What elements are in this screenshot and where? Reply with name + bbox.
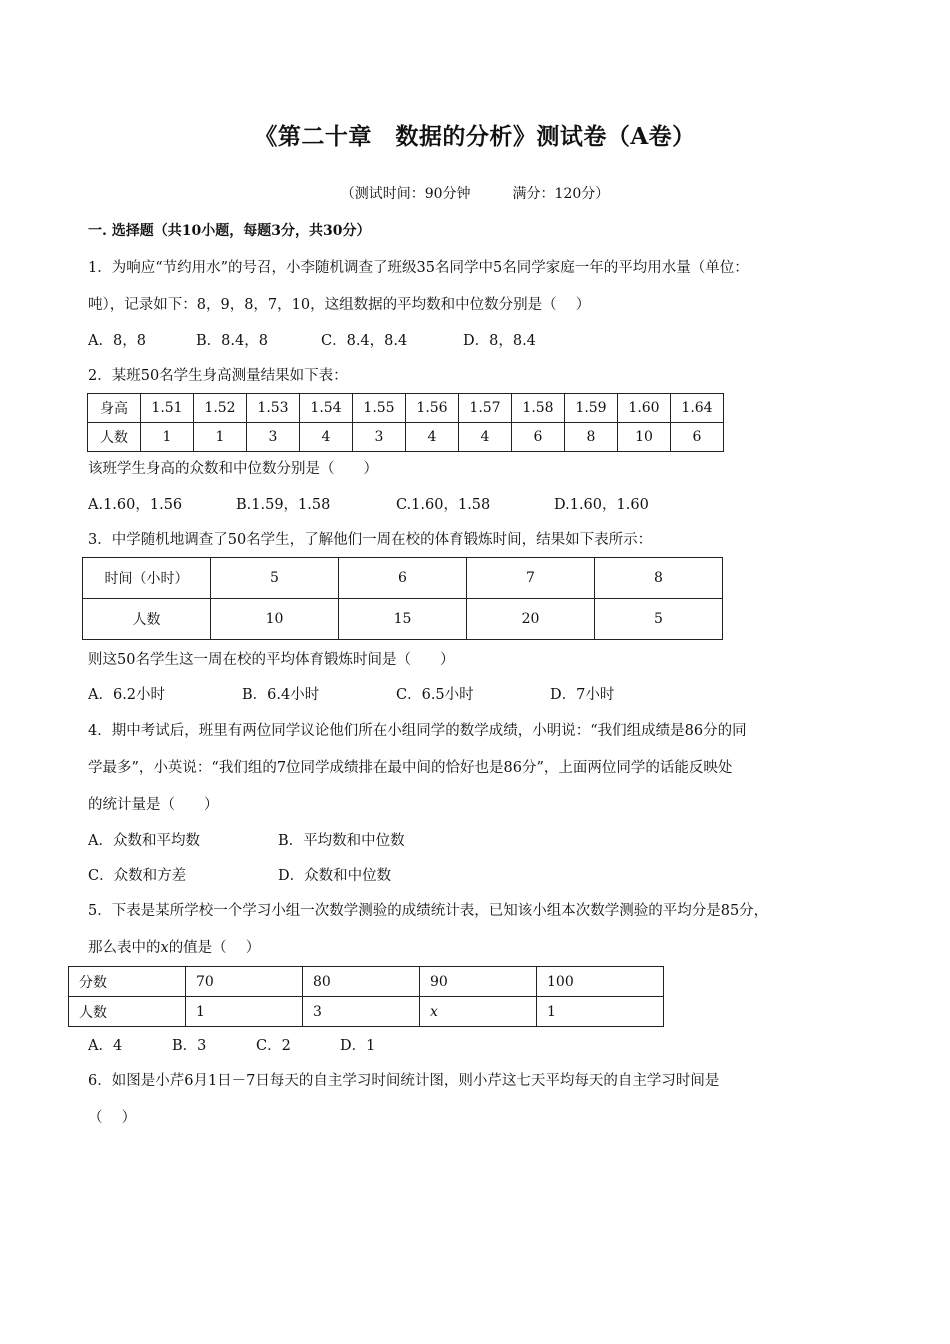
row-label-count: 人数	[69, 997, 186, 1027]
row-label-height: 身高	[88, 394, 141, 423]
row-label-score: 分数	[69, 967, 186, 997]
table-cell: 5	[211, 558, 339, 599]
table-cell: 7	[467, 558, 595, 599]
table-cell: 20	[467, 599, 595, 640]
q2-option-a[interactable]: A.1.60，1.56	[88, 497, 183, 513]
q4-options-row2	[88, 864, 391, 885]
table-cell: 90	[420, 967, 537, 997]
table-cell: 1	[194, 423, 247, 452]
q4-line1: 4．期中考试后，班里有两位同学议论他们所在小组同学的数学成绩，小明说：“我们组成绩是86分的同	[88, 723, 747, 739]
table-cell: 5	[595, 599, 723, 640]
q3-stem: 3．中学随机地调查了50名学生，了解他们一周在校的体育锻炼时间，结果如下表所示：	[88, 532, 653, 548]
q3-exercise-table	[82, 557, 723, 640]
test-time: （测试时间：90分钟	[340, 186, 471, 202]
q3-option-c[interactable]: C．6.5小时	[396, 687, 474, 703]
q4-option-a[interactable]: A．众数和平均数	[88, 833, 200, 849]
table-row	[83, 558, 723, 599]
table-cell: 6	[512, 423, 565, 452]
q2-question: 该班学生身高的众数和中位数分别是（ ）	[88, 461, 378, 477]
q1-line1: 1．为响应“节约用水”的号召，小李随机调查了班级35名同学中5名同学家庭一年的平均用水量（单位：	[88, 260, 749, 276]
table-cell: 1.64	[671, 394, 724, 423]
table-cell: 1.53	[247, 394, 300, 423]
row-label-hours: 时间（小时）	[83, 558, 211, 599]
table-cell: 100	[537, 967, 664, 997]
q2-options	[88, 493, 649, 514]
q5-line2	[88, 936, 260, 957]
table-row	[88, 394, 724, 423]
q5-variable: x	[160, 940, 169, 956]
q4-line2: 学最多”，小英说：“我们组的7位同学成绩排在最中间的恰好也是86分”，上面两位同学的话能反映处	[88, 760, 733, 776]
table-cell: 1.51	[141, 394, 194, 423]
table-cell: 1.60	[618, 394, 671, 423]
q3-question: 则这50名学生这一周在校的平均体育锻炼时间是（ ）	[88, 652, 455, 668]
q5-option-b[interactable]: B．3	[172, 1038, 207, 1054]
q2-option-b[interactable]: B.1.59，1.58	[236, 497, 331, 513]
q5-line2-pre: 那么表中的	[88, 940, 161, 956]
table-cell: 1.58	[512, 394, 565, 423]
q4-option-d[interactable]: D．众数和中位数	[278, 868, 392, 884]
q5-option-c[interactable]: C．2	[256, 1038, 291, 1054]
table-cell: 3	[353, 423, 406, 452]
table-cell: 6	[339, 558, 467, 599]
table-cell: 1	[186, 997, 303, 1027]
table-cell: 1.56	[406, 394, 459, 423]
q1-option-c[interactable]: C．8.4，8.4	[321, 333, 408, 349]
table-cell: 8	[595, 558, 723, 599]
table-cell: 15	[339, 599, 467, 640]
table-cell: 4	[406, 423, 459, 452]
table-cell: 6	[671, 423, 724, 452]
q1-option-a[interactable]: A．8，8	[88, 333, 146, 349]
table-cell: x	[420, 997, 537, 1027]
q3-option-b[interactable]: B．6.4小时	[242, 687, 320, 703]
row-label-count: 人数	[83, 599, 211, 640]
q1-line2: 吨），记录如下：8，9，8，7，10，这组数据的平均数和中位数分别是（ ）	[88, 297, 591, 313]
table-cell: 1	[141, 423, 194, 452]
table-cell: 3	[247, 423, 300, 452]
q5-line1: 5．下表是某所学校一个学习小组一次数学测验的成绩统计表，已知该小组本次数学测验的平均分是85分，	[88, 903, 769, 919]
q2-height-table	[87, 393, 724, 452]
table-row	[69, 997, 664, 1027]
q5-option-a[interactable]: A．4	[88, 1038, 123, 1054]
table-row	[88, 423, 724, 452]
q5-option-d[interactable]: D．1	[340, 1038, 376, 1054]
table-cell: 1.57	[459, 394, 512, 423]
table-row	[69, 967, 664, 997]
q5-options	[88, 1034, 375, 1055]
section-heading: 一. 选择题（共10小题，每题3分，共30分）	[88, 223, 371, 239]
q4-option-c[interactable]: C．众数和方差	[88, 868, 187, 884]
q5-score-table	[68, 966, 664, 1027]
test-info	[0, 183, 950, 203]
table-cell: 10	[211, 599, 339, 640]
q5-line2-post: 的值是（ ）	[168, 940, 261, 956]
q2-stem: 2．某班50名学生身高测量结果如下表：	[88, 368, 348, 384]
q1-option-b[interactable]: B．8.4，8	[196, 333, 268, 349]
page-title: 《第二十章 数据的分析》测试卷（A卷）	[254, 123, 696, 150]
q3-option-d[interactable]: D．7小时	[550, 687, 615, 703]
q3-options	[88, 683, 614, 704]
table-cell: 8	[565, 423, 618, 452]
test-score: 满分：120分）	[512, 186, 610, 202]
q4-line3: 的统计量是（ ）	[88, 797, 219, 813]
row-label-count: 人数	[88, 423, 141, 452]
q6-line1: 6．如图是小芹6月1日－7日每天的自主学习时间统计图，则小芹这七天平均每天的自主学习时间是	[88, 1073, 720, 1089]
q6-line2: （ ）	[88, 1110, 137, 1126]
q4-option-b[interactable]: B．平均数和中位数	[278, 833, 405, 849]
table-cell: 1.52	[194, 394, 247, 423]
table-cell: 1.59	[565, 394, 618, 423]
table-cell: 4	[300, 423, 353, 452]
table-cell: 1.54	[300, 394, 353, 423]
table-cell: 4	[459, 423, 512, 452]
q2-option-c[interactable]: C.1.60，1.58	[396, 497, 491, 513]
q1-options	[88, 329, 536, 350]
table-cell: 10	[618, 423, 671, 452]
table-cell: 80	[303, 967, 420, 997]
q3-option-a[interactable]: A．6.2小时	[88, 687, 166, 703]
table-row	[83, 599, 723, 640]
table-cell: 3	[303, 997, 420, 1027]
table-cell: 70	[186, 967, 303, 997]
q2-option-d[interactable]: D.1.60，1.60	[554, 497, 649, 513]
table-cell: 1.55	[353, 394, 406, 423]
table-cell: 1	[537, 997, 664, 1027]
q1-option-d[interactable]: D．8，8.4	[463, 333, 536, 349]
q4-options-row1	[88, 829, 405, 850]
